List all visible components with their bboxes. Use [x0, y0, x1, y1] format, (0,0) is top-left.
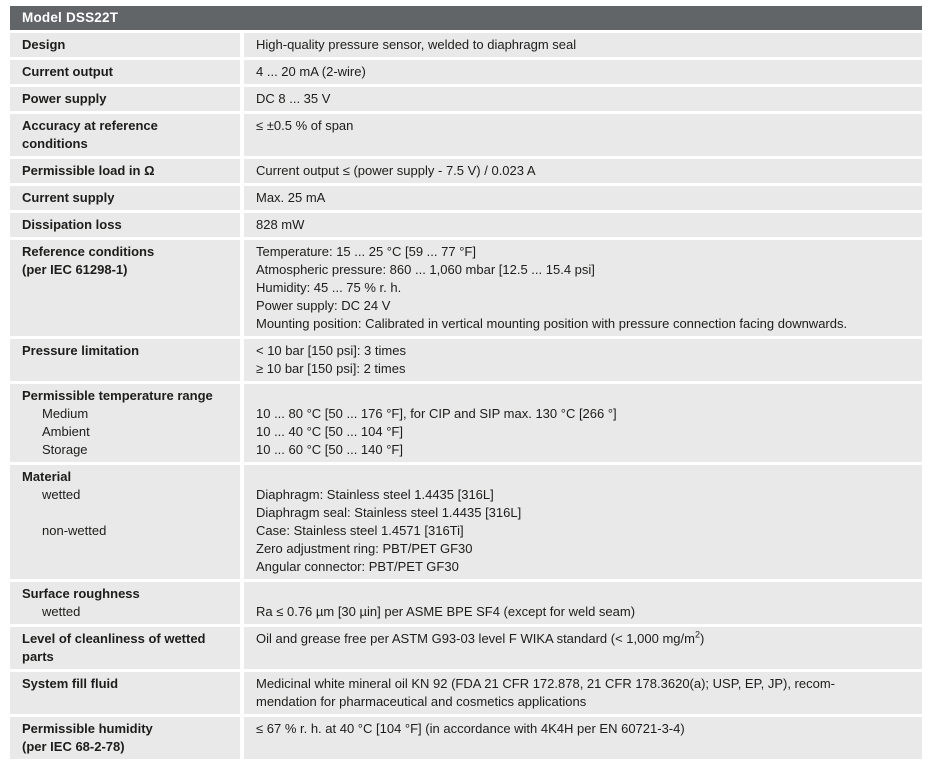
value-line — [256, 693, 910, 711]
row-label — [10, 60, 240, 84]
spec-row-level-of-cleanliness — [10, 627, 922, 669]
row-label — [10, 672, 240, 714]
label-line: non-wetted — [42, 523, 107, 538]
value-text: Ra ≤ 0.76 µm [30 µin] per ASME BPE SF4 (except for weld seam) — [256, 604, 636, 619]
label-line — [22, 504, 228, 522]
spec-row-reference-conditions — [10, 240, 922, 336]
label-line: (per IEC 68-2-78) — [22, 739, 125, 754]
row-label — [10, 114, 240, 156]
label-line: Current output — [22, 64, 113, 79]
row-value — [244, 240, 922, 336]
row-value — [244, 339, 922, 381]
spec-row-design — [10, 33, 922, 57]
label-line: Surface roughness — [22, 586, 140, 601]
value-text: 828 mW — [256, 217, 305, 232]
label-line: Permissible load in Ω — [22, 163, 155, 178]
value-text: 10 ... 80 °C [50 ... 176 °F], for CIP and SIP max. 130 °C [266 °] — [256, 406, 617, 421]
value-line — [256, 243, 910, 261]
value-line — [256, 720, 910, 738]
label-line: Power supply — [22, 91, 107, 106]
row-label — [10, 33, 240, 57]
spec-table — [10, 6, 922, 759]
row-value — [244, 33, 922, 57]
row-label — [10, 717, 240, 759]
value-line — [256, 90, 910, 108]
label-line: parts — [22, 649, 54, 664]
row-value — [244, 114, 922, 156]
value-text: mendation for pharmaceutical and cosmetics applications — [256, 694, 587, 709]
value-text: DC 8 ... 35 V — [256, 91, 331, 106]
spec-rows-container — [10, 33, 922, 759]
row-value — [244, 384, 922, 462]
value-text: ) — [699, 631, 705, 646]
label-line: Dissipation loss — [22, 217, 122, 232]
row-label — [10, 159, 240, 183]
row-label — [10, 339, 240, 381]
value-text: Diaphragm: Stainless steel 1.4435 [316L] — [256, 487, 494, 502]
value-line — [256, 504, 910, 522]
value-line — [256, 162, 910, 180]
value-text: Temperature: 15 ... 25 °C [59 ... 77 °F] — [256, 244, 476, 259]
row-value — [244, 717, 922, 759]
value-line — [256, 36, 910, 54]
spec-row-surface-roughness — [10, 582, 922, 624]
spec-row-pressure-limitation — [10, 339, 922, 381]
value-line — [256, 603, 910, 621]
spec-row-system-fill-fluid — [10, 672, 922, 714]
value-text: Current output ≤ (power supply - 7.5 V) / 0.023 A — [256, 163, 536, 178]
row-label — [10, 87, 240, 111]
label-line: Material — [22, 469, 72, 484]
label-line: Ambient — [42, 424, 90, 439]
row-label — [10, 627, 240, 669]
value-line — [256, 675, 910, 693]
label-line: Current supply — [22, 190, 115, 205]
value-text: Mounting position: Calibrated in vertical mounting position with pressure connection facing downwards. — [256, 316, 848, 331]
spec-row-permissible-temperature-range — [10, 384, 922, 462]
value-line — [256, 315, 910, 333]
row-value — [244, 60, 922, 84]
row-value — [244, 213, 922, 237]
value-text: Max. 25 mA — [256, 190, 326, 205]
table-header — [10, 6, 922, 30]
value-text: 10 ... 40 °C [50 ... 104 °F] — [256, 424, 403, 439]
spec-row-current-supply — [10, 186, 922, 210]
spec-row-accuracy — [10, 114, 922, 156]
value-text: ≤ ±0.5 % of span — [256, 118, 354, 133]
value-text: ≥ 10 bar [150 psi]: 2 times — [256, 361, 406, 376]
spec-row-current-output — [10, 60, 922, 84]
value-line — [256, 423, 910, 441]
row-value — [244, 87, 922, 111]
label-line: Medium — [42, 406, 89, 421]
label-line: wetted — [42, 604, 81, 619]
value-text: Medicinal white mineral oil KN 92 (FDA 21 CFR 172.878, 21 CFR 178.3620(a); USP, EP, JP), recom- — [256, 676, 835, 691]
value-line — [256, 630, 910, 648]
value-line — [256, 189, 910, 207]
spec-row-permissible-load — [10, 159, 922, 183]
spec-row-power-supply — [10, 87, 922, 111]
value-text: Power supply: DC 24 V — [256, 298, 391, 313]
value-text: 2 — [694, 629, 700, 640]
value-line — [256, 387, 910, 405]
value-text: ≤ 67 % r. h. at 40 °C [104 °F] (in accordance with 4K4H per EN 60721-3-4) — [256, 721, 685, 736]
value-line — [256, 63, 910, 81]
value-text: 10 ... 60 °C [50 ... 140 °F] — [256, 442, 403, 457]
label-line: wetted — [42, 487, 81, 502]
spec-row-dissipation-loss — [10, 213, 922, 237]
label-line: Level of cleanliness of wetted — [22, 631, 206, 646]
value-text: < 10 bar [150 psi]: 3 times — [256, 343, 406, 358]
spec-row-permissible-humidity — [10, 717, 922, 759]
value-text: Humidity: 45 ... 75 % r. h. — [256, 280, 402, 295]
label-line: Accuracy at reference — [22, 118, 158, 133]
table-title: Model DSS22T — [22, 10, 119, 25]
value-text: Atmospheric pressure: 860 ... 1,060 mbar [12.5 ... 15.4 psi] — [256, 262, 595, 277]
value-line — [256, 360, 910, 378]
row-label — [10, 465, 240, 579]
label-line: Reference conditions — [22, 244, 155, 259]
value-text: Case: Stainless steel 1.4571 [316Ti] — [256, 523, 464, 538]
value-line — [256, 216, 910, 234]
value-line — [256, 540, 910, 558]
value-text: Angular connector: PBT/PET GF30 — [256, 559, 459, 574]
label-line: conditions — [22, 136, 88, 151]
spec-row-material — [10, 465, 922, 579]
label-line: Pressure limitation — [22, 343, 140, 358]
row-value — [244, 582, 922, 624]
value-line — [256, 117, 910, 135]
row-value — [244, 672, 922, 714]
row-value — [244, 465, 922, 579]
row-label — [10, 186, 240, 210]
value-text: Oil and grease free per ASTM G93-03 level F WIKA standard (< 1,000 mg/m — [256, 631, 695, 646]
value-line — [256, 522, 910, 540]
value-line — [256, 441, 910, 459]
row-label — [10, 240, 240, 336]
value-text: Diaphragm seal: Stainless steel 1.4435 [316L] — [256, 505, 522, 520]
row-value — [244, 159, 922, 183]
value-line — [256, 261, 910, 279]
value-line — [256, 468, 910, 486]
value-line — [256, 405, 910, 423]
value-line — [256, 585, 910, 603]
value-line — [256, 279, 910, 297]
value-text: Zero adjustment ring: PBT/PET GF30 — [256, 541, 473, 556]
label-line: Permissible temperature range — [22, 388, 213, 403]
row-value — [244, 186, 922, 210]
value-text: 4 ... 20 mA (2-wire) — [256, 64, 366, 79]
label-line: Design — [22, 37, 66, 52]
value-line — [256, 558, 910, 576]
label-line: Permissible humidity — [22, 721, 153, 736]
row-label — [10, 384, 240, 462]
row-label — [10, 213, 240, 237]
label-line: System fill fluid — [22, 676, 119, 691]
row-value — [244, 627, 922, 669]
value-text: High-quality pressure sensor, welded to diaphragm seal — [256, 37, 577, 52]
value-line — [256, 486, 910, 504]
value-line — [256, 342, 910, 360]
row-label — [10, 582, 240, 624]
label-line: (per IEC 61298-1) — [22, 262, 128, 277]
value-line — [256, 297, 910, 315]
label-line: Storage — [42, 442, 88, 457]
